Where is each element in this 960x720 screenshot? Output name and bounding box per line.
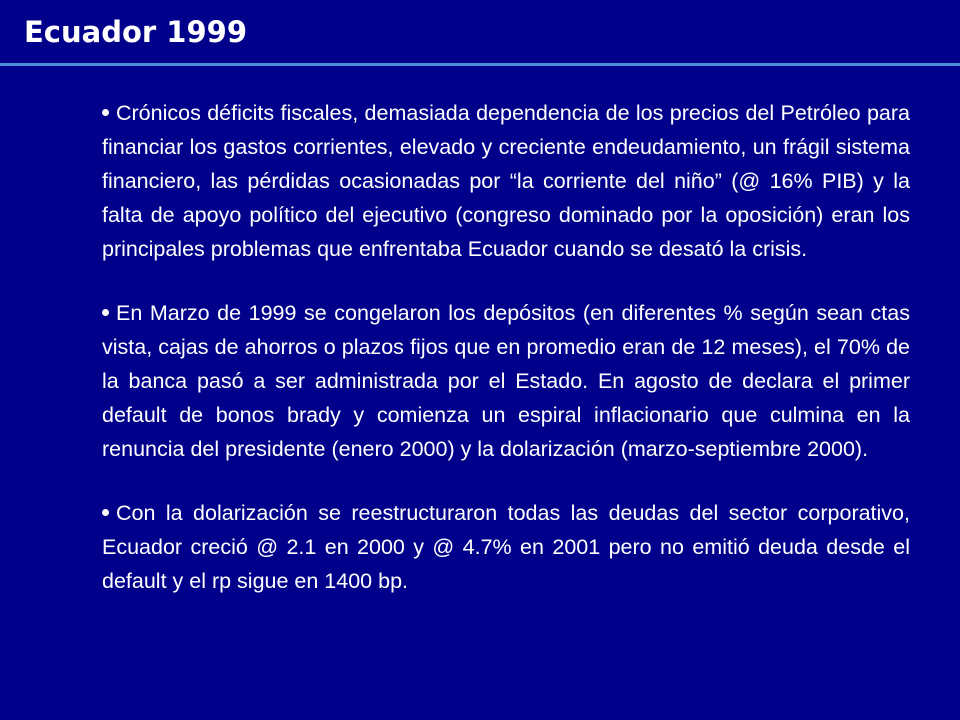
bullet-icon xyxy=(102,109,109,116)
bullet-item-fiscal-deficits xyxy=(102,96,910,266)
title-divider xyxy=(0,63,960,66)
bullet-text: Con la dolarización se reestructuraron todas las deudas del sector corporativo, Ecuador creció @ 2.1 en 2000 y @ 4.7% en 2001 pero no emitió deuda desde el default y el rp sigue en 1400 bp. xyxy=(102,501,910,593)
bullet-text: En Marzo de 1999 se congelaron los depósitos (en diferentes % según sean ctas vista, cajas de ahorros o plazos fijos que en promedio eran de 12 meses), el 70% de la banca pasó a ser administrada por el Estado. En agosto de declara el primer default de bonos brady y comienza un espiral inflacionario que culmina en la renuncia del presidente (enero 2000) y la dolarización (marzo-septiembre 2000). xyxy=(102,301,910,461)
bullet-icon xyxy=(102,509,109,516)
bullet-item-dollarization xyxy=(102,496,910,598)
bullet-text: Crónicos déficits fiscales, demasiada dependencia de los precios del Petróleo para financiar los gastos corrientes, elevado y creciente endeudamiento, un frágil sistema financiero, las pérdidas ocasionadas por “la corriente del niño” (@ 16% PIB) y la falta de apoyo político del ejecutivo (congreso dominado por la oposición) eran los principales problemas que enfrentaba Ecuador cuando se desató la crisis. xyxy=(102,101,910,261)
bullet-icon xyxy=(102,309,109,316)
bullet-item-deposit-freeze xyxy=(102,296,910,466)
slide-title: Ecuador 1999 xyxy=(24,15,248,49)
bullet-list xyxy=(102,96,910,628)
